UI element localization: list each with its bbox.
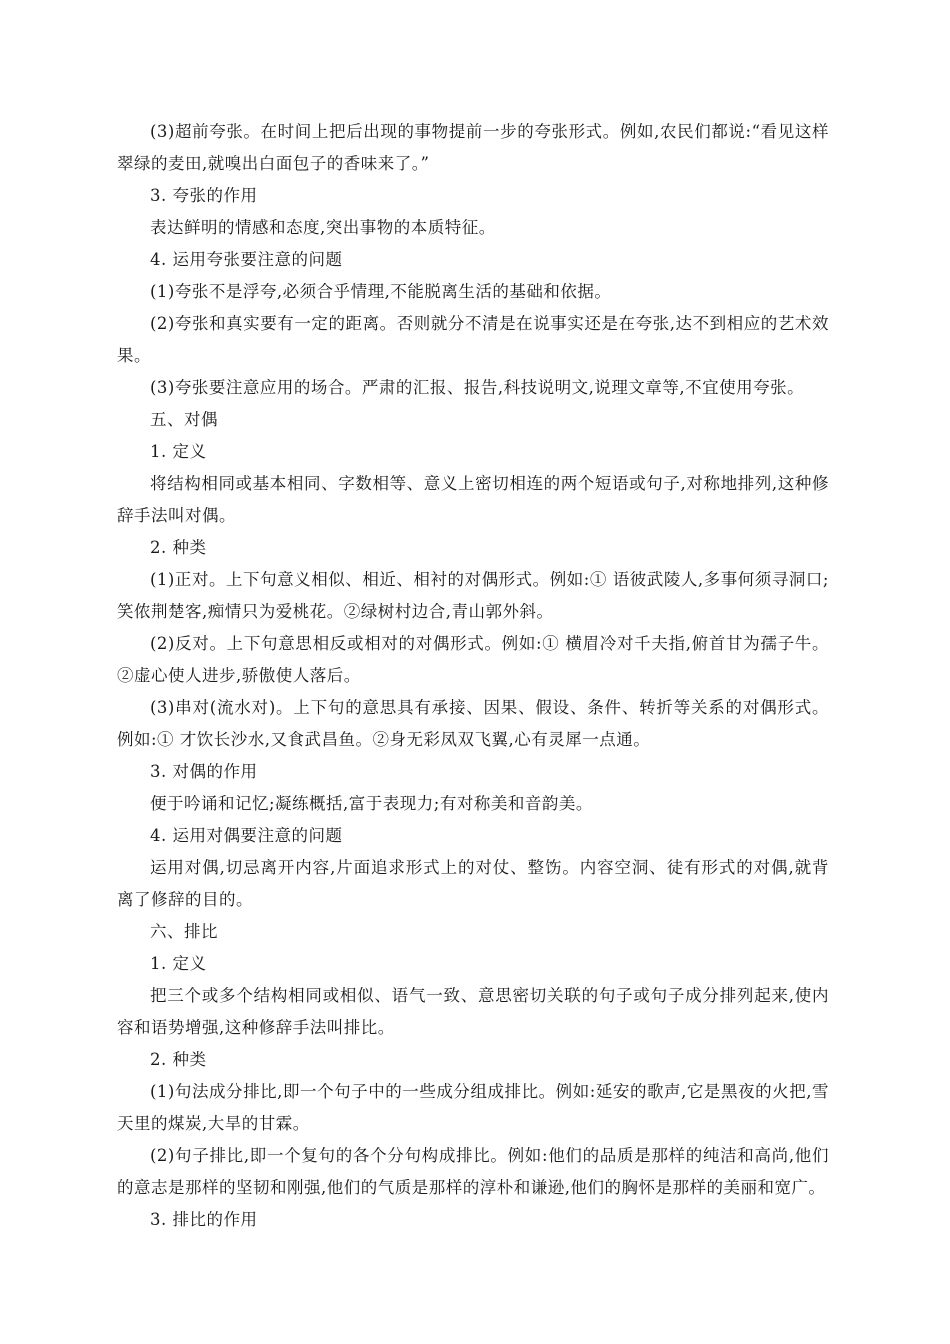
paragraph-antithesis-definition: 将结构相同或基本相同、字数相等、意义上密切相连的两个短语或句子,对称地排列,这种修辞手法叫对偶。: [117, 474, 829, 525]
heading-antithesis-types: 2. 种类: [150, 538, 207, 557]
heading-antithesis-notes: 4. 运用对偶要注意的问题: [150, 826, 343, 845]
heading-parallelism-function: 3. 排比的作用: [150, 1210, 258, 1229]
heading-hyperbole-notes: 4. 运用夸张要注意的问题: [150, 250, 343, 269]
paragraph-parallelism-type-2: (2)句子排比,即一个复句的各个分句构成排比。例如:他们的品质是那样的纯洁和高尚,他们的意志是那样的坚韧和刚强,他们的气质是那样的淳朴和谦逊,他们的胸怀是那样的美丽和宽广。: [117, 1146, 829, 1197]
paragraph-antithesis-type-2: (2)反对。上下句意思相反或相对的对偶形式。例如:① 横眉冷对千夫指,俯首甘为孺子牛。②虚心使人进步,骄傲使人落后。: [117, 634, 829, 685]
paragraph-hyperbole-note-1: (1)夸张不是浮夸,必须合乎情理,不能脱离生活的基础和依据。: [150, 282, 612, 301]
heading-parallelism-types: 2. 种类: [150, 1050, 207, 1069]
paragraph-parallelism-definition: 把三个或多个结构相同或相似、语气一致、意思密切关联的句子或句子成分排列起来,使内容和语势增强,这种修辞手法叫排比。: [117, 986, 829, 1037]
paragraph-parallelism-type-1: (1)句法成分排比,即一个句子中的一些成分组成排比。例如:延安的歌声,它是黑夜的火把,雪天里的煤炭,大旱的甘霖。: [117, 1082, 829, 1133]
paragraph-antithesis-type-1: (1)正对。上下句意义相似、相近、相衬的对偶形式。例如:① 语彼武陵人,多事何须寻洞口;笑侬荆楚客,痴情只为爱桃花。②绿树村边合,青山郭外斜。: [117, 570, 829, 621]
section-title-parallelism: 六、排比: [150, 922, 218, 941]
paragraph-antithesis-function: 便于吟诵和记忆;凝练概括,富于表现力;有对称美和音韵美。: [150, 794, 593, 813]
paragraph-antithesis-notes: 运用对偶,切忌离开内容,片面追求形式上的对仗、整饬。内容空洞、徒有形式的对偶,就背离了修辞的目的。: [117, 858, 829, 909]
document-body: [117, 116, 829, 1236]
paragraph-hyperbole-note-3: (3)夸张要注意应用的场合。严肃的汇报、报告,科技说明文,说理文章等,不宜使用夸张。: [150, 378, 805, 397]
heading-parallelism-definition: 1. 定义: [150, 954, 207, 973]
paragraph-hyperbole-advance: (3)超前夸张。在时间上把后出现的事物提前一步的夸张形式。例如,农民们都说:“看见这样翠绿的麦田,就嗅出白面包子的香味来了。”: [117, 122, 829, 173]
heading-antithesis-function: 3. 对偶的作用: [150, 762, 258, 781]
heading-hyperbole-function: 3. 夸张的作用: [150, 186, 258, 205]
paragraph-antithesis-type-3: (3)串对(流水对)。上下句的意思具有承接、因果、假设、条件、转折等关系的对偶形式。例如:① 才饮长沙水,又食武昌鱼。②身无彩凤双飞翼,心有灵犀一点通。: [117, 698, 829, 749]
paragraph-hyperbole-note-2: (2)夸张和真实要有一定的距离。否则就分不清是在说事实还是在夸张,达不到相应的艺术效果。: [117, 314, 829, 365]
paragraph-hyperbole-function: 表达鲜明的情感和态度,突出事物的本质特征。: [150, 218, 496, 237]
section-title-antithesis: 五、对偶: [150, 410, 218, 429]
heading-antithesis-definition: 1. 定义: [150, 442, 207, 461]
